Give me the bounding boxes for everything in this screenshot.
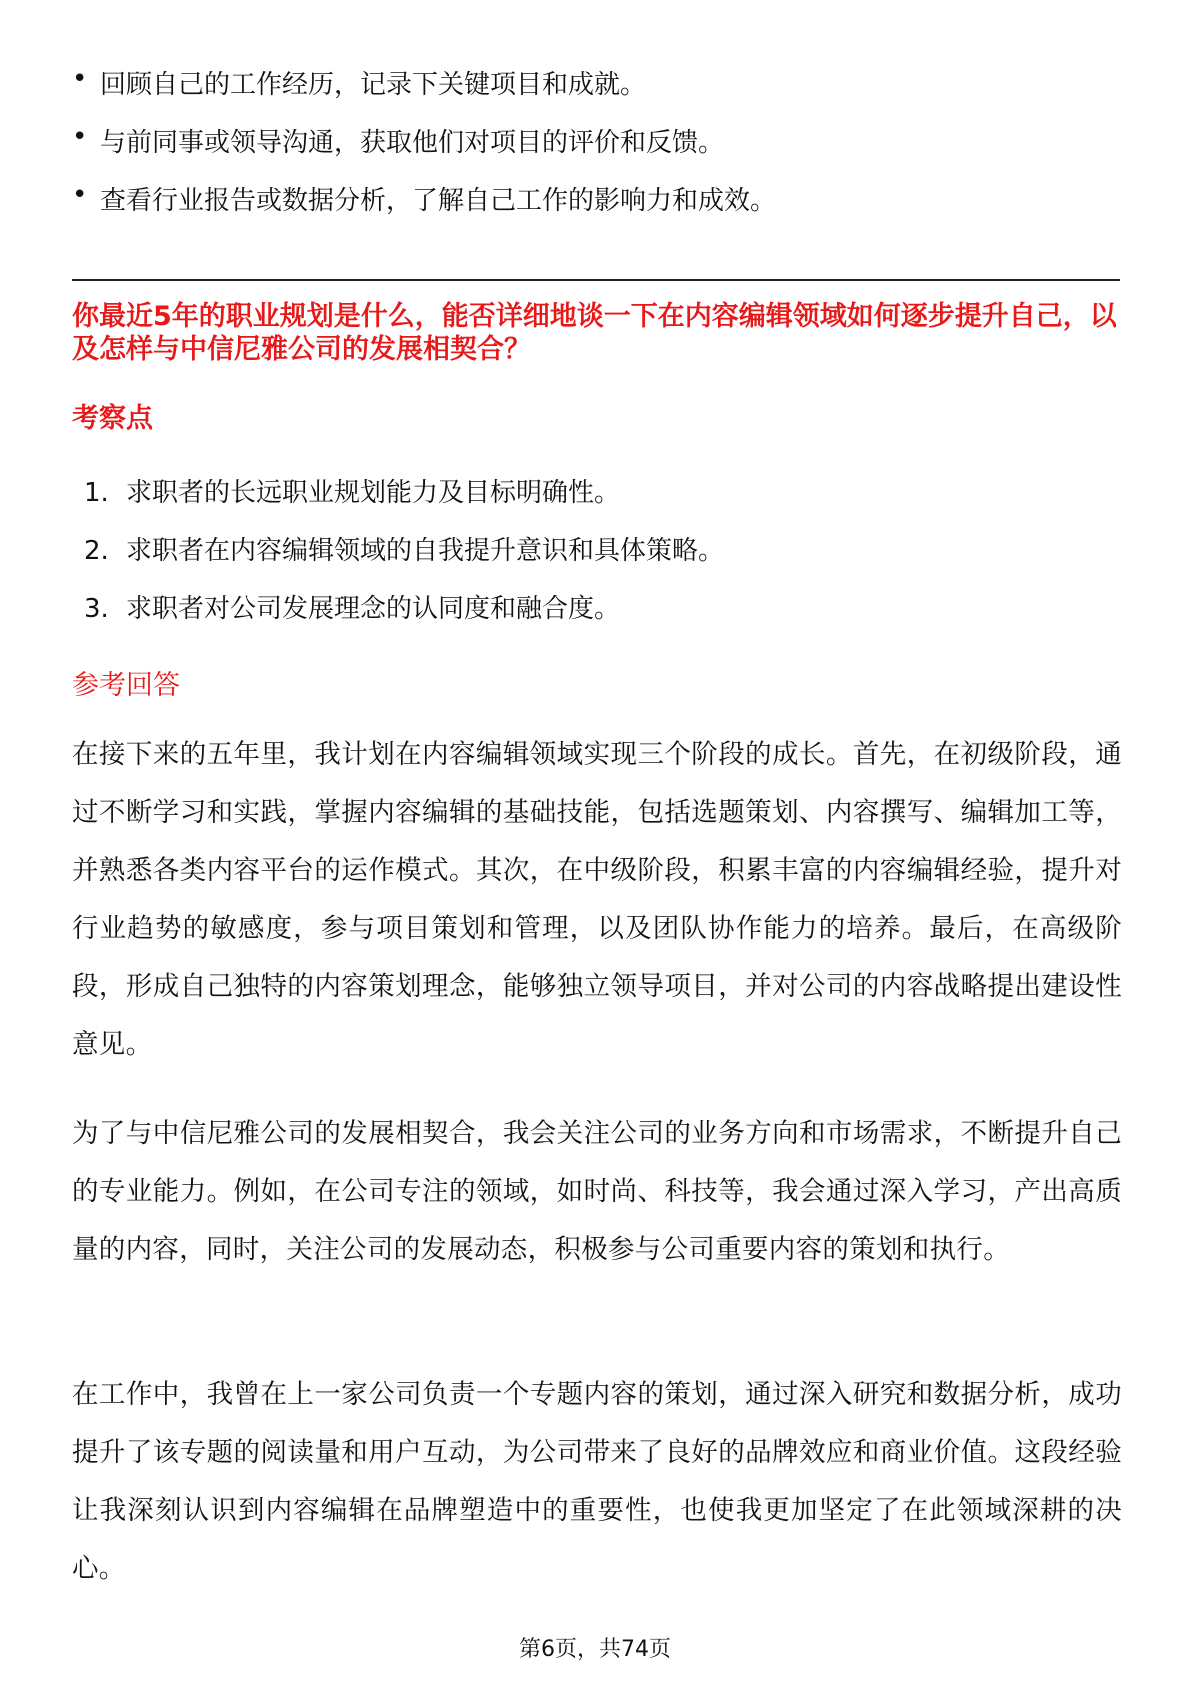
answer-paragraph: 为了与中信尼雅公司的发展相契合，我会关注公司的业务方向和市场需求，不断提升自己的专业能力。例如，在公司专注的领域，如时尚、科技等，我会通过深入学习，产出高质量的内容，同时，关注公司的发展动态，积极参与公司重要内容的策划和执行。 xyxy=(72,1118,1122,1265)
focus-item xyxy=(84,472,620,509)
question-heading: 你最近5年的职业规划是什么，能否详细地谈一下在内容编辑领域如何逐步提升自己，以及怎样与中信尼雅公司的发展相契合？ xyxy=(72,301,1117,365)
item-text: 求职者在内容编辑领域的自我提升意识和具体策略。 xyxy=(126,536,725,566)
item-text: 求职者对公司发展理念的认同度和融合度。 xyxy=(126,594,621,624)
focus-heading: 考察点 xyxy=(72,403,153,434)
item-number: 1. xyxy=(84,478,109,508)
answer-paragraph: 在接下来的五年里，我计划在内容编辑领域实现三个阶段的成长。首先，在初级阶段，通过不断学习和实践，掌握内容编辑的基础技能，包括选题策划、内容撰写、编辑加工等，并熟悉各类内容平台的运作模式。其次，在中级阶段，积累丰富的内容编辑经验，提升对行业趋势的敏感度，参与项目策划和管理，以及团队协作能力的培养。最后，在高级阶段，形成自己独特的内容策划理念，能够独立领导项目，并对公司的内容战略提出建设性意见。 xyxy=(72,739,1122,1060)
answer-heading: 参考回答 xyxy=(72,670,180,701)
item-text: 求职者的长远职业规划能力及目标明确性。 xyxy=(126,478,621,508)
bullet-item: • 回顾自己的工作经历，记录下关键项目和成就。 xyxy=(100,64,646,101)
page-footer: 第6页，共74页 xyxy=(519,1637,671,1662)
item-number: 2. xyxy=(84,536,109,566)
answer-paragraph: 在工作中，我曾在上一家公司负责一个专题内容的策划，通过深入研究和数据分析，成功提升了该专题的阅读量和用户互动，为公司带来了良好的品牌效应和商业价值。这段经验让我深刻认识到内容编辑在品牌塑造中的重要性，也使我更加坚定了在此领域深耕的决心。 xyxy=(72,1379,1122,1584)
divider xyxy=(72,279,1120,281)
focus-item xyxy=(84,588,620,625)
focus-item xyxy=(84,530,724,567)
bullet-item: • 查看行业报告或数据分析，了解自己工作的影响力和成效。 xyxy=(100,180,776,217)
item-number: 3. xyxy=(84,594,109,624)
bullet-item: • 与前同事或领导沟通，获取他们对项目的评价和反馈。 xyxy=(100,122,724,159)
